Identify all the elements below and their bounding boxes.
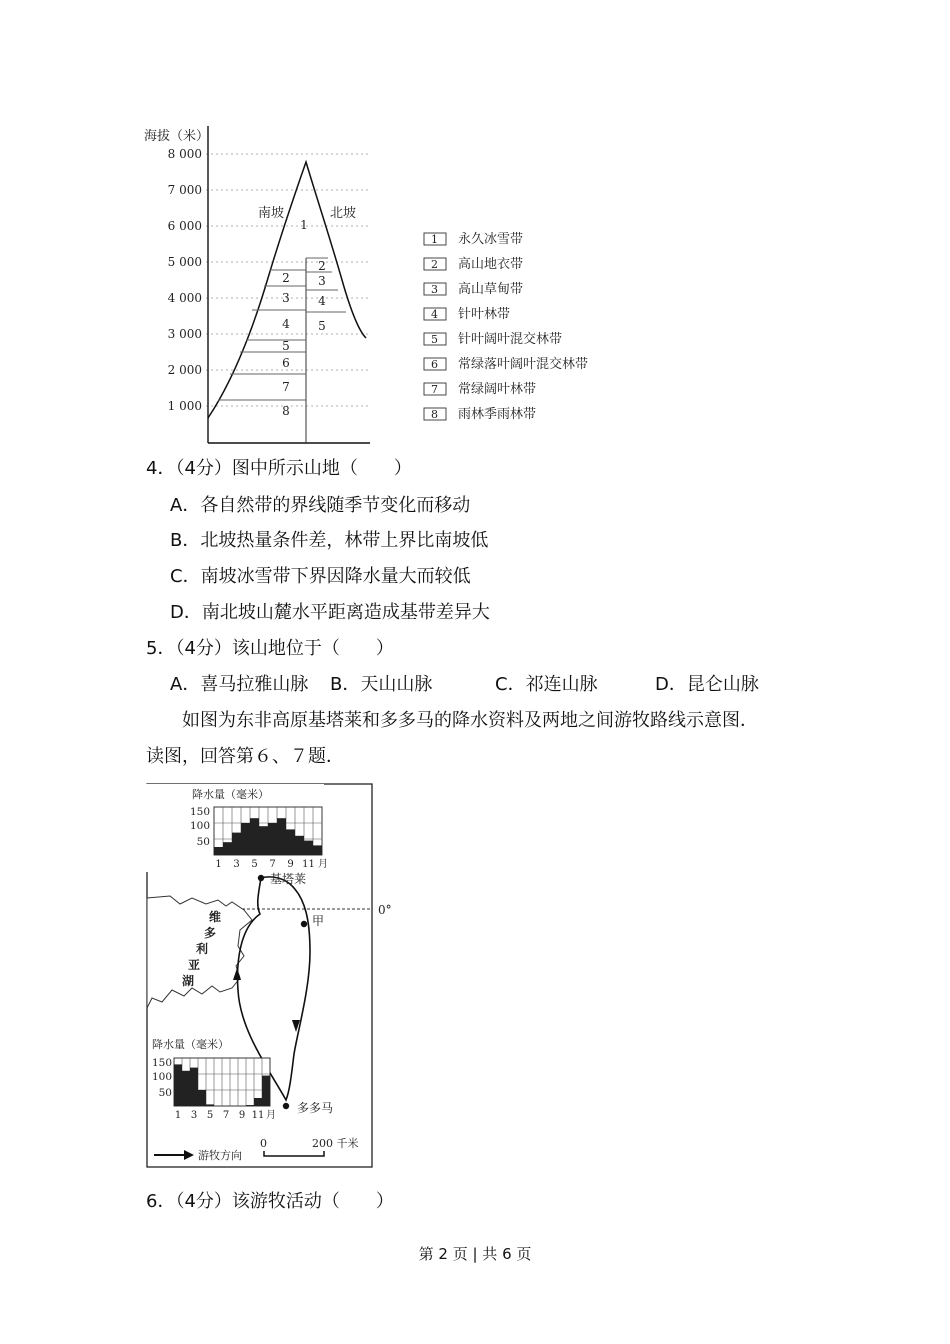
kitale-marker bbox=[258, 875, 264, 881]
intro-line-1: 如图为东非高原基塔莱和多多马的降水资料及两地之间游牧路线示意图． bbox=[182, 710, 758, 731]
precip-bar-month-7 bbox=[268, 823, 277, 855]
month-unit: 月 bbox=[266, 1110, 276, 1121]
month-unit: 月 bbox=[318, 859, 328, 870]
precip-bar-month-10 bbox=[246, 1105, 254, 1106]
month-tick: 11 bbox=[302, 859, 315, 870]
precip-bar-month-5 bbox=[206, 1104, 214, 1106]
zone-number: 3 bbox=[318, 274, 326, 288]
intro-line-2: 读图，回答第６、７题． bbox=[146, 746, 344, 767]
precip-bar-month-5 bbox=[250, 818, 259, 855]
scale-zero: 0 bbox=[260, 1137, 267, 1150]
zone-number: 6 bbox=[282, 356, 290, 370]
zone-number: 7 bbox=[282, 380, 290, 394]
precip-bar-month-3 bbox=[190, 1068, 198, 1106]
scale-value: 200 千米 bbox=[312, 1137, 359, 1150]
legend-number: 6 bbox=[431, 358, 438, 371]
precip-bar-month-2 bbox=[223, 842, 232, 855]
month-tick: 11 bbox=[251, 1110, 265, 1121]
y-tick: 3 000 bbox=[167, 327, 202, 341]
kitale-label: 基塔莱 bbox=[270, 872, 307, 886]
precip-y-tick: 150 bbox=[151, 1057, 172, 1069]
y-tick: 2 000 bbox=[167, 363, 202, 377]
y-tick: 6 000 bbox=[167, 219, 202, 233]
month-tick: 3 bbox=[233, 859, 240, 870]
question-6-stem: 6．（4分）该游牧活动（ ） bbox=[146, 1191, 394, 1212]
month-tick: 1 bbox=[174, 1110, 182, 1121]
zone-number: 8 bbox=[282, 404, 290, 418]
precip-bar-month-1 bbox=[214, 847, 223, 855]
month-tick: 5 bbox=[206, 1110, 214, 1121]
legend-label: 常绿阔叶林带 bbox=[458, 382, 537, 397]
legend-number: 4 bbox=[431, 308, 438, 321]
month-tick: 3 bbox=[190, 1110, 198, 1121]
q4-option-a[interactable]: A．各自然带的界线随季节变化而移动 bbox=[170, 495, 471, 516]
precip-bar-month-8 bbox=[277, 818, 286, 855]
kitale-precip-chart bbox=[146, 784, 328, 872]
q5-option-d[interactable]: D．昆仑山脉 bbox=[655, 674, 759, 695]
lake-label-char: 利 bbox=[195, 942, 209, 956]
y-tick: 4 000 bbox=[167, 291, 202, 305]
y-axis-label: 海拔（米） bbox=[144, 129, 210, 144]
q5-option-c[interactable]: C．祁连山脉 bbox=[495, 674, 598, 695]
zone-number: 2 bbox=[318, 259, 326, 273]
y-tick: 5 000 bbox=[167, 255, 202, 269]
question-4-stem: 4．（4分）图中所示山地（ ） bbox=[146, 458, 412, 479]
legend-number: 7 bbox=[431, 383, 438, 396]
precip-bar-month-1 bbox=[174, 1064, 182, 1106]
dodoma-label: 多多马 bbox=[297, 1101, 334, 1115]
zone-number: 4 bbox=[282, 317, 290, 331]
legend-label: 高山地衣带 bbox=[458, 257, 524, 272]
month-tick: 7 bbox=[222, 1110, 230, 1121]
legend-label: 雨林季雨林带 bbox=[458, 407, 537, 422]
legend-label: 针叶阔叶混交林带 bbox=[458, 332, 563, 347]
lake-label-char: 维 bbox=[208, 910, 222, 924]
zone-number: 2 bbox=[282, 271, 290, 285]
mountain-zonation-figure bbox=[140, 120, 620, 450]
precip-bar-month-10 bbox=[295, 836, 304, 855]
zone-number: 3 bbox=[282, 291, 290, 305]
legend-label: 永久冰雪带 bbox=[458, 232, 524, 247]
north-slope-label: 北坡 bbox=[330, 206, 357, 221]
legend-number: 1 bbox=[431, 233, 438, 246]
south-slope-label: 南坡 bbox=[258, 206, 285, 221]
zone-number: 5 bbox=[282, 339, 290, 353]
precip-bar-month-4 bbox=[241, 823, 250, 855]
lake-label-char: 亚 bbox=[187, 958, 201, 972]
legend-direction-label: 游牧方向 bbox=[198, 1149, 242, 1162]
question-5-stem: 5．（4分）该山地位于（ ） bbox=[146, 638, 394, 659]
dodoma-marker bbox=[283, 1103, 289, 1109]
precip-bar-month-12 bbox=[313, 845, 322, 855]
precip-bar-month-11 bbox=[254, 1098, 262, 1106]
legend-number: 3 bbox=[431, 283, 438, 296]
precip-y-tick: 100 bbox=[189, 820, 210, 832]
precip-bar-month-6 bbox=[259, 826, 268, 855]
precip-label: 降水量（毫米） bbox=[192, 788, 269, 801]
lake-label-char: 多 bbox=[203, 926, 217, 940]
zone-number: 1 bbox=[300, 218, 308, 232]
month-tick: 7 bbox=[269, 859, 276, 870]
month-tick: 9 bbox=[238, 1110, 246, 1121]
month-tick: 9 bbox=[287, 859, 294, 870]
q5-option-b[interactable]: B．天山山脉 bbox=[330, 674, 433, 695]
point-jia-label: 甲 bbox=[312, 914, 325, 928]
precip-bar-month-4 bbox=[198, 1090, 206, 1106]
q4-option-d[interactable]: D．南北坡山麓水平距离造成基带差异大 bbox=[170, 602, 490, 623]
point-jia-marker bbox=[301, 921, 307, 927]
precip-y-tick: 50 bbox=[196, 836, 210, 848]
zone-number: 5 bbox=[318, 319, 326, 333]
y-tick: 7 000 bbox=[167, 183, 202, 197]
lake-label-char: 湖 bbox=[181, 974, 195, 988]
legend-number: 2 bbox=[431, 258, 438, 271]
legend-label: 高山草甸带 bbox=[458, 282, 524, 297]
q4-option-c[interactable]: C．南坡冰雪带下界因降水量大而较低 bbox=[170, 566, 471, 587]
legend-label: 针叶林带 bbox=[458, 307, 511, 322]
page-footer: 第 2 页 | 共 6 页 bbox=[418, 1245, 532, 1263]
zone-number: 4 bbox=[318, 294, 326, 308]
precip-bar-month-2 bbox=[182, 1071, 190, 1106]
precip-bar-month-9 bbox=[286, 829, 295, 855]
q4-option-b[interactable]: B．北坡热量条件差，林带上界比南坡低 bbox=[170, 530, 489, 551]
equator-label: 0° bbox=[378, 903, 392, 917]
precip-label: 降水量（毫米） bbox=[152, 1038, 229, 1051]
zone-legend bbox=[424, 231, 588, 422]
precip-y-tick: 100 bbox=[151, 1071, 172, 1083]
month-tick: 1 bbox=[215, 859, 222, 870]
precip-bar-month-3 bbox=[232, 833, 241, 855]
y-tick: 1 000 bbox=[167, 399, 202, 413]
month-tick: 5 bbox=[251, 859, 258, 870]
legend-number: 5 bbox=[431, 333, 438, 346]
legend-number: 8 bbox=[431, 408, 438, 421]
precip-y-tick: 150 bbox=[189, 806, 210, 818]
precip-y-tick: 50 bbox=[158, 1087, 172, 1099]
legend-label: 常绿落叶阔叶混交林带 bbox=[458, 357, 589, 372]
nomad-route-map-figure bbox=[140, 780, 400, 1172]
q5-option-a[interactable]: A．喜马拉雅山脉 bbox=[170, 674, 309, 695]
y-tick: 8 000 bbox=[167, 147, 202, 161]
precip-bar-month-12 bbox=[262, 1076, 270, 1106]
precip-bar-month-11 bbox=[304, 841, 313, 855]
